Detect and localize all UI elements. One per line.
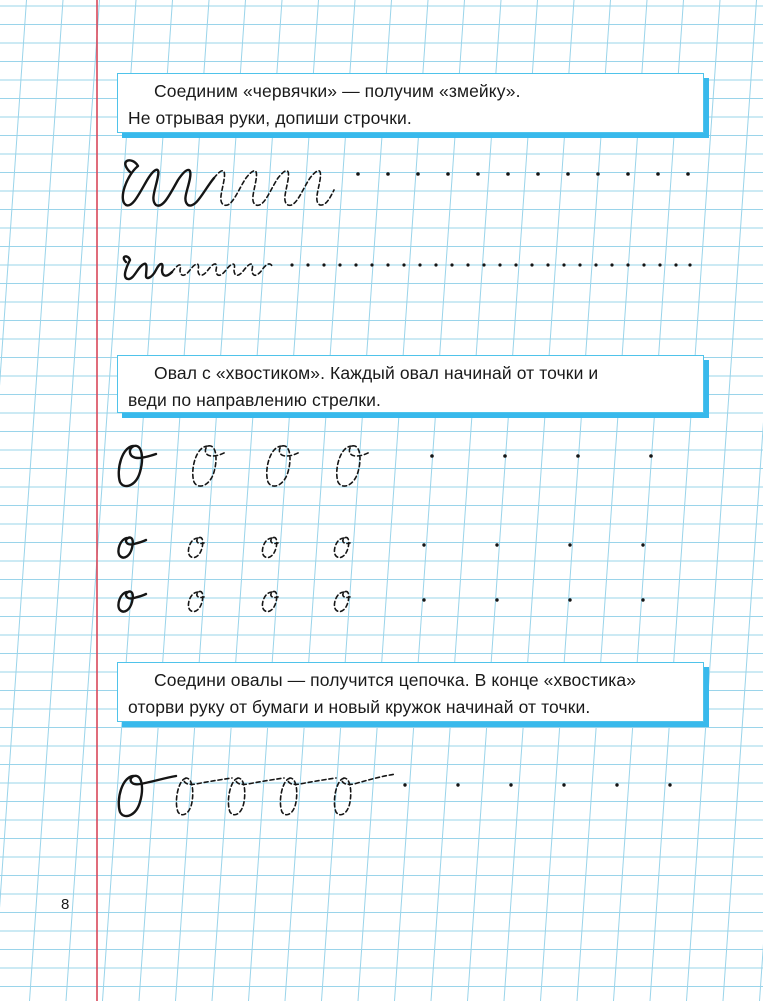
slant-rule [723, 0, 763, 1001]
slant-rule [431, 0, 501, 1001]
instruction-text: Соединим «червячки» — получим «змейку». [154, 81, 521, 101]
instruction-box-snake [117, 73, 704, 133]
instruction-text: Не отрывая руки, допиши строчки. [128, 108, 412, 128]
instruction-text: Овал с «хвостиком». Каждый овал начинай от точки и [154, 363, 599, 383]
snake-sample-small [124, 256, 172, 279]
slant-rule [285, 0, 355, 1001]
oval-dots-row5 [422, 598, 644, 601]
slant-rule [650, 0, 720, 1001]
oval-sample-large [119, 446, 156, 486]
slant-rule [139, 0, 209, 1001]
oval-trace-small-row4 [188, 537, 350, 557]
instruction-box-oval [117, 355, 704, 413]
slant-rule [504, 0, 574, 1001]
slant-rule [212, 0, 282, 1001]
snake-sample-large [123, 160, 214, 205]
slant-rule [577, 0, 647, 1001]
instruction-text: Соедини овалы — получится цепочка. В конце «хвостика» [154, 670, 637, 690]
slant-rule [322, 0, 392, 1001]
snake-trace-small [172, 264, 272, 275]
oval-sample-small-1 [118, 537, 146, 557]
slant-rule [176, 0, 246, 1001]
oval-dots-row4 [422, 543, 644, 546]
slant-rule [468, 0, 538, 1001]
chain-dots [403, 783, 671, 786]
slant-rule [687, 0, 757, 1001]
oval-trace-large-3 [337, 446, 370, 486]
slant-rule [249, 0, 319, 1001]
slant-rule [395, 0, 465, 1001]
slant-rule [30, 0, 100, 1001]
instruction-text: веди по направлению стрелки. [128, 390, 381, 410]
oval-trace-large-2 [267, 446, 300, 486]
slant-rule [760, 0, 763, 1001]
chain-trace [176, 774, 396, 815]
slant-rule [0, 0, 63, 1001]
oval-trace-small-row5 [188, 591, 350, 611]
chain-sample [119, 776, 176, 816]
oval-dots-large [430, 454, 653, 458]
instruction-box-chain [117, 662, 704, 722]
slant-rule [614, 0, 684, 1001]
slant-rule [103, 0, 173, 1001]
instruction-text: оторви руку от бумаги и новый кружок начинай от точки. [128, 697, 591, 717]
slant-rule [541, 0, 611, 1001]
oval-sample-small-2 [118, 591, 146, 611]
slant-rule [66, 0, 136, 1001]
oval-trace-large-1 [193, 446, 226, 486]
slant-rule [358, 0, 428, 1001]
page-number: 8 [61, 896, 70, 913]
